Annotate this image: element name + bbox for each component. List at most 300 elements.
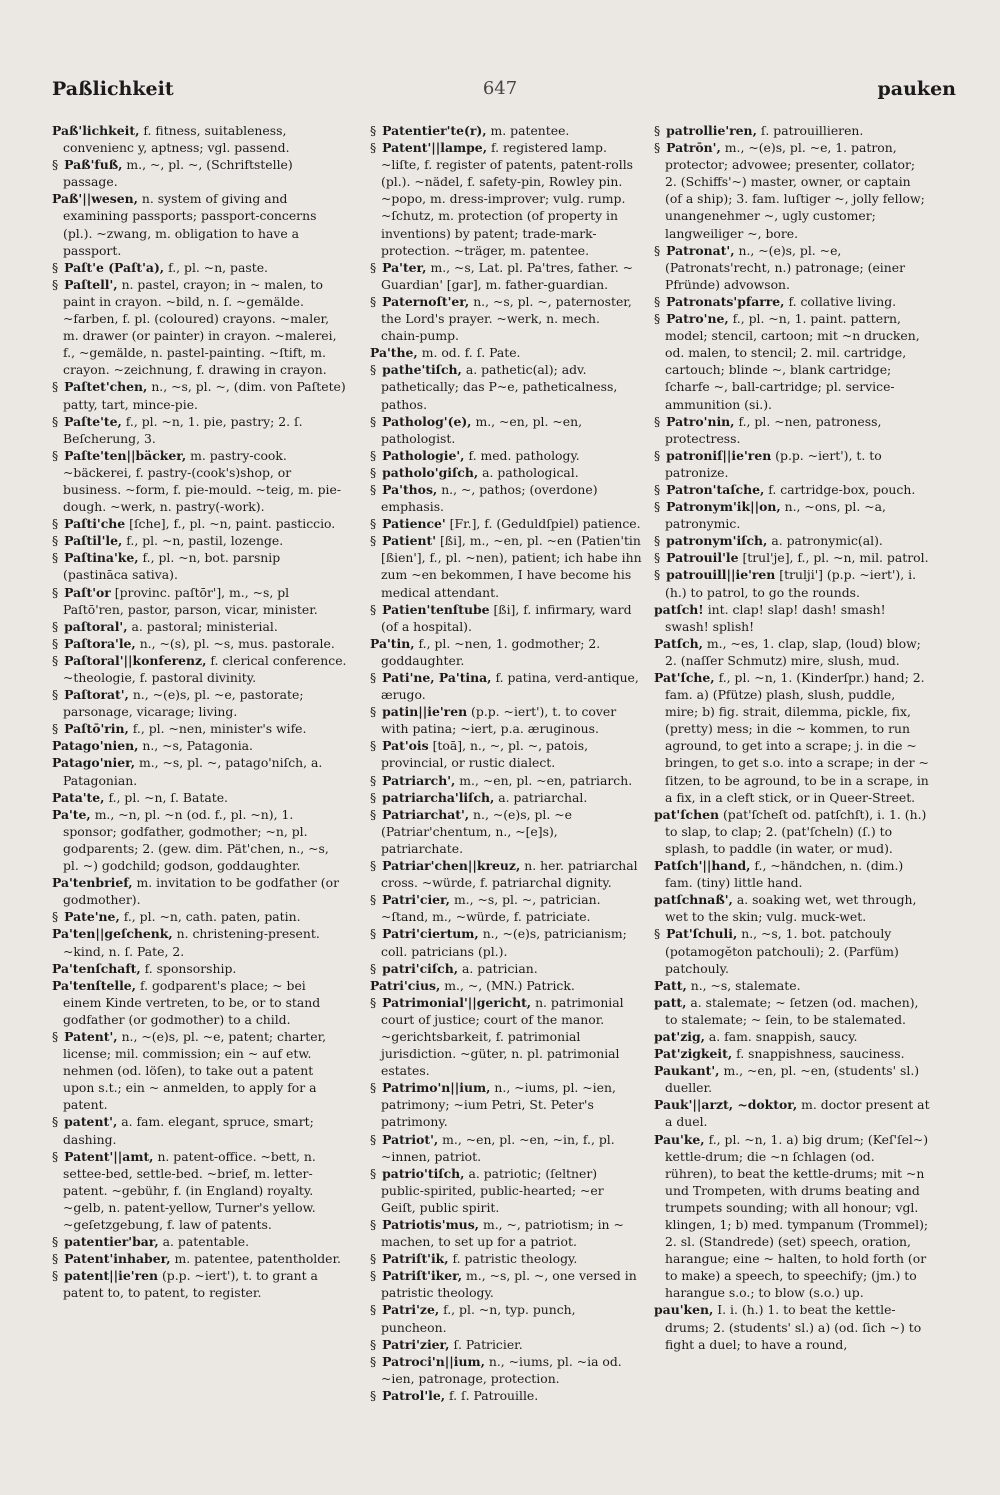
- dictionary-entry: [654, 481, 930, 498]
- section-mark: §: [370, 994, 381, 1010]
- dictionary-entry: [370, 1165, 642, 1216]
- dictionary-entry: [654, 635, 930, 669]
- section-mark: §: [370, 772, 381, 788]
- headword: Patri'cier,: [382, 892, 450, 908]
- definition: n., ~s, 1. bot. patchouly (potamogĕton patchouli); 2. (Parfüm) patchouly.: [665, 926, 899, 976]
- headword: patſch!: [654, 601, 704, 617]
- headword: Patro'nin,: [666, 413, 735, 429]
- section-mark: §: [654, 447, 665, 463]
- section-mark: §: [370, 1165, 381, 1181]
- definition: n., ~ons, pl. ~a, patronymic.: [665, 499, 886, 532]
- section-mark: §: [370, 259, 381, 275]
- headword: Paſtina'ke,: [64, 550, 139, 566]
- headword: Patent'||lampe,: [382, 140, 488, 156]
- dictionary-entry: [52, 977, 348, 1028]
- dictionary-entry: [370, 464, 642, 481]
- headword: Patriſt'iker,: [382, 1268, 463, 1284]
- definition: n., ~s, Patagonia.: [142, 738, 253, 754]
- headword: pat'zig,: [654, 1028, 705, 1044]
- dictionary-entry: [654, 994, 930, 1028]
- dictionary-entry: [52, 1267, 348, 1301]
- dictionary-entry: [654, 293, 930, 310]
- section-mark: §: [370, 858, 381, 874]
- dictionary-entry: [52, 122, 348, 156]
- dictionary-entry: [654, 669, 930, 806]
- headword: Patroci'n||ium,: [382, 1353, 485, 1369]
- headword: Patago'nien,: [52, 738, 139, 754]
- dictionary-entry: [654, 310, 930, 413]
- dictionary-entry: [654, 1301, 930, 1352]
- headword: Patriarchat',: [382, 806, 470, 822]
- headword: Pate'ne,: [64, 909, 120, 925]
- headword: Pauk'||arzt, ~doktor,: [654, 1097, 798, 1113]
- definition: (p.p. ~iert'), t. to patronize.: [665, 447, 882, 480]
- dictionary-entry: [370, 413, 642, 447]
- definition: n. patrimonial court of justice; court of the manor. ~gerichtsbarkeit, f. patrimonial jurisdiction. ~güter, n. pl. patrimonial estates.: [381, 994, 624, 1079]
- headword: Pat'ois: [382, 738, 429, 754]
- headword: Patago'nier,: [52, 755, 136, 771]
- section-mark: §: [654, 550, 665, 566]
- dictionary-entry: [370, 1353, 642, 1387]
- definition: n., ~s, pl. ~, (dim. von Paſtete) patty, tart, mince-pie.: [63, 379, 346, 412]
- definition: f., pl. ~n, paste.: [168, 259, 268, 275]
- headword: Patri'ciertum,: [382, 926, 479, 942]
- section-mark: §: [52, 276, 63, 292]
- section-mark: §: [654, 533, 665, 549]
- section-mark: §: [370, 806, 381, 822]
- section-mark: §: [370, 447, 381, 463]
- dictionary-entry: [654, 857, 930, 891]
- definition: f., pl. ~nen, minister's wife.: [132, 721, 307, 737]
- section-mark: §: [370, 926, 381, 942]
- definition: [ſche], f., pl. ~n, paint. pasticcio.: [129, 516, 336, 532]
- section-mark: §: [52, 909, 63, 925]
- dictionary-entry: [52, 515, 348, 532]
- dictionary-entry: [52, 276, 348, 379]
- definition: n., ~s, stalemate.: [690, 977, 801, 993]
- section-mark: §: [52, 1251, 63, 1267]
- section-mark: §: [370, 413, 381, 429]
- dictionary-entry: [52, 1113, 348, 1147]
- definition: n., ~(e)s, pl. ~e (Patriar'chentum, n., ~[e]s), patriarchate.: [381, 806, 572, 856]
- headword: Pa'ter,: [382, 259, 427, 275]
- dictionary-entry: [370, 635, 642, 669]
- definition: n., ~s, pl. ~, paternoster, the Lord's prayer. ~werk, n. mech. chain-pump.: [381, 293, 632, 344]
- definition: n. her. patriarchal cross. ~würde, f. patriarchal dignity.: [381, 858, 638, 891]
- dictionary-entry: [370, 857, 642, 891]
- definition: a. pathetic(al); adv. pathetically; das P~e, patheticalness, pathos.: [381, 362, 618, 412]
- definition: n., ~iums, pl. ~ia od. ~ien, patronage, protection.: [381, 1353, 622, 1386]
- definition: f. med. pathology.: [468, 447, 580, 463]
- section-mark: §: [370, 1131, 381, 1147]
- section-mark: §: [370, 1217, 381, 1232]
- dictionary-entry: [654, 1096, 930, 1130]
- headword: Paſtet'chen,: [64, 379, 148, 395]
- dictionary-entry: [52, 1233, 348, 1250]
- section-mark: §: [52, 687, 63, 703]
- definition: [trulji'] (p.p. ~iert'), i. (h.) to patrol, to go the rounds.: [665, 567, 917, 600]
- headword: Paß'lichkeit,: [52, 123, 140, 138]
- column-1: [52, 122, 348, 1301]
- section-mark: §: [654, 499, 665, 515]
- headword: Patriarch',: [382, 772, 456, 788]
- dictionary-entry: [370, 789, 642, 806]
- definition: m., ~, (MN.) Patrick.: [444, 977, 575, 993]
- definition: a. fam. elegant, spruce, smart; dashing.: [63, 1114, 314, 1147]
- headword: Patrimo'n||ium,: [382, 1080, 491, 1096]
- definition: f., pl. ~n, 1. (Kinderſpr.) hand; 2. fam. a) (Pfütze) plash, slush, puddle, mire; b) fig. strait, dilemma, pickle, fix, (pretty) mess; in die ~ kommen, to run aground, to get into a scrape; j. in die ~ bringen, to get s.o. into a scrape; in der ~ ſitzen, to be aground, to be in a scrape, in a fix, in a cleft stick, or in Queer-Street.: [665, 670, 929, 805]
- definition: m. patentee, patentholder.: [174, 1251, 342, 1267]
- dictionary-entry: [654, 447, 930, 481]
- section-mark: §: [370, 464, 381, 480]
- dictionary-entry: [52, 447, 348, 515]
- headword: patſchnaß',: [654, 892, 733, 908]
- section-mark: §: [52, 1148, 63, 1164]
- dictionary-entry: [370, 1301, 642, 1335]
- header-right-guideword: pauken: [877, 78, 956, 100]
- headword: patin||ie'ren: [382, 704, 468, 720]
- headword: Paſtorat',: [64, 687, 129, 703]
- headword: Patient': [382, 533, 436, 549]
- headword: Patt,: [654, 977, 687, 993]
- headword: Pa'te,: [52, 806, 91, 822]
- definition: m., ~s, pl. ~, patago'niſch, a. Patagonian.: [63, 755, 323, 788]
- definition: ſ. patrouillieren.: [760, 123, 864, 138]
- definition: f., pl. ~n, pastil, lozenge.: [126, 533, 284, 549]
- definition: a. pastoral; ministerial.: [131, 618, 278, 634]
- headword: Paſte'ten||bäcker,: [64, 447, 187, 463]
- headword: paſtoral',: [64, 618, 128, 634]
- dictionary-entry: [52, 874, 348, 908]
- headword: patent||ie'ren: [64, 1268, 158, 1284]
- headword: patent',: [64, 1114, 118, 1130]
- headword: Pata'te,: [52, 789, 105, 805]
- dictionary-entry: [370, 891, 642, 925]
- headword: Pat'ſchuli,: [666, 926, 738, 942]
- definition: m., ~, pl. ~, (Schriftstelle) passage.: [63, 157, 293, 190]
- dictionary-entry: [52, 806, 348, 874]
- headword: patri'ciſch,: [382, 960, 459, 976]
- dictionary-entry: [370, 1216, 642, 1250]
- dictionary-entry: [370, 447, 642, 464]
- headword: Paſtil'le,: [64, 533, 123, 549]
- dictionary-entry: [654, 925, 930, 976]
- definition: [Fr.], f. (Geduldſpiel) patience.: [449, 516, 641, 532]
- headword: Patri'zier,: [382, 1336, 450, 1352]
- definition: f., pl. ~nen, patroness, protectress.: [665, 413, 882, 446]
- headword: Paſtell',: [64, 276, 118, 292]
- section-mark: §: [370, 516, 381, 532]
- headword: Patſch,: [654, 635, 703, 651]
- section-mark: §: [370, 1268, 381, 1284]
- definition: f., pl. ~n, 1. paint. pattern, model; stencil, cartoon; mit ~n drucken, od. malen, to stencil; 2. mil. cartridge, cartouch; blinde ~, blank cartridge; ſcharfe ~, ball-cartridge; pl. service-ammunition (si.).: [665, 311, 920, 412]
- definition: f., pl. ~nen, 1. godmother; 2. goddaughter.: [381, 635, 601, 668]
- headword: Pau'ke,: [654, 1131, 705, 1147]
- dictionary-entry: [370, 1250, 642, 1267]
- definition: f., pl. ~n, 1. a) big drum; (Keſ'ſel~) kettle-drum; die ~n ſchlagen (od. rühren), to beat the kettle-drums; mit ~n und Trompeten, with drums beating and trumpets sounding; with all honour; vgl. klingen, 1; b) med. tympanum (Trommel); 2. sl. (Standrede) (set) speech, oration, harangue; eine ~ halten, to hold forth (or to make) a speech, to speechify; (jm.) to harangue s.o.; to blow (s.o.) up.: [665, 1131, 929, 1301]
- dictionary-entry: [370, 1387, 642, 1404]
- headword: Patience': [382, 516, 446, 532]
- headword: pat'ſchen: [654, 806, 719, 822]
- headword: Pa'tenſchaft,: [52, 960, 141, 976]
- dictionary-entry: [654, 242, 930, 293]
- definition: m. od. f. ſ. Pate.: [421, 345, 521, 361]
- dictionary-entry: [370, 481, 642, 515]
- headword: Pati'ne, Pa'tina,: [382, 670, 492, 685]
- section-mark: §: [370, 601, 381, 617]
- definition: m., ~n, pl. ~n (od. f., pl. ~n), 1. sponsor; godfather, godmother; ~n, pl. godparents; 2. (gew. dim. Pät'chen, n., ~s, pl. ~) godchild; godson, goddaughter.: [63, 806, 329, 874]
- definition: f., pl. ~n, 1. pie, pastry; 2. ſ. Beſcherung, 3.: [63, 413, 303, 446]
- section-mark: §: [370, 670, 381, 685]
- dictionary-entry: [654, 532, 930, 549]
- headword: patronym'iſch,: [666, 533, 768, 549]
- section-mark: §: [370, 1080, 381, 1096]
- definition: n., ~, pathos; (overdone) emphasis.: [381, 481, 598, 515]
- definition: m., ~es, 1. clap, slap, (loud) blow; 2. (naſſer Schmutz) mire, slush, mud.: [665, 635, 921, 668]
- definition: m., ~s, Lat. pl. Pa'tres, father. ~ Guardian' [gar], m. father-guardian.: [381, 259, 634, 292]
- definition: m., ~en, pl. ~en, patriarch.: [459, 772, 633, 788]
- definition: n., ~iums, pl. ~ien, patrimony; ~ium Petri, St. Peter's patrimony.: [381, 1080, 616, 1130]
- headword: Patriar'chen||kreuz,: [382, 858, 521, 874]
- section-mark: §: [654, 413, 665, 429]
- dictionary-entry: [52, 754, 348, 788]
- headword: patriarcha'liſch,: [382, 789, 495, 805]
- definition: [ßi], m., ~en, pl. ~en (Patien'tin [ßien'], f., pl. ~nen), patient; ich habe ihn zum ~en bekommen, I have become his medical attendant.: [381, 533, 642, 600]
- dictionary-entry: [370, 925, 642, 959]
- section-mark: §: [654, 481, 665, 497]
- dictionary-entry: [370, 361, 642, 412]
- dictionary-entry: [370, 737, 642, 771]
- headword: Paſtoral'||konferenz,: [64, 652, 207, 668]
- dictionary-entry: [52, 259, 348, 276]
- section-mark: §: [654, 311, 665, 327]
- dictionary-entry: [370, 1131, 642, 1165]
- dictionary-entry: [370, 601, 642, 635]
- headword: Patriot',: [382, 1131, 439, 1147]
- dictionary-entry: [654, 891, 930, 925]
- headword: Paß'fuß,: [64, 157, 123, 173]
- column-3: [654, 122, 930, 1353]
- headword: Patien'tenſtube: [382, 601, 490, 617]
- headword: Pa'tin,: [370, 635, 415, 651]
- definition: f. fitness, suitableness, convenienc y, aptness; vgl. passend.: [63, 123, 290, 156]
- headword: pau'ken,: [654, 1302, 714, 1318]
- section-mark: §: [654, 242, 665, 258]
- dictionary-entry: [370, 960, 642, 977]
- dictionary-entry: [52, 413, 348, 447]
- headword: Pa'ten||geſchenk,: [52, 926, 173, 942]
- definition: m., ~en, pl. ~en, (students' sl.) dueller.: [665, 1063, 920, 1096]
- headword: Patentier'te(r),: [382, 123, 487, 138]
- headword: pathe'tiſch,: [382, 362, 462, 378]
- headword: Pa'tenbrief,: [52, 875, 133, 891]
- headword: Paukant',: [654, 1063, 720, 1079]
- headword: patrollie'ren,: [666, 123, 757, 138]
- section-mark: §: [370, 140, 381, 156]
- dictionary-entry: [654, 977, 930, 994]
- dictionary-entry: [370, 669, 642, 703]
- section-mark: §: [52, 379, 63, 395]
- headword: Patron'taſche,: [666, 481, 765, 497]
- definition: f., ~händchen, n. (dim.) fam. (tiny) little hand.: [665, 858, 904, 891]
- headword: Patriſt'ik,: [382, 1251, 449, 1267]
- dictionary-entry: [654, 413, 930, 447]
- headword: Patent',: [64, 1028, 118, 1044]
- header-left-guideword: Paßlichkeit: [52, 78, 174, 100]
- headword: Patrōn',: [666, 140, 721, 156]
- headword: Paſti'che: [64, 516, 126, 532]
- dictionary-entry: [52, 686, 348, 720]
- section-mark: §: [370, 1353, 381, 1369]
- dictionary-entry: [52, 532, 348, 549]
- section-mark: §: [370, 362, 381, 378]
- section-mark: §: [52, 533, 63, 549]
- definition: f., pl. ~n, ſ. Batate.: [108, 789, 228, 805]
- dictionary-entry: [370, 259, 642, 293]
- section-mark: §: [52, 447, 63, 463]
- definition: a. patentable.: [162, 1234, 250, 1250]
- headword: Paſt'e (Paſt'a),: [64, 259, 165, 275]
- dictionary-entry: [52, 1250, 348, 1267]
- definition: a. patriotic; (ſeltner) public-spirited, public-hearted; ~er Geiſt, public spirit.: [381, 1165, 604, 1215]
- dictionary-entry: [654, 566, 930, 600]
- headword: Paſtō'rin,: [64, 721, 129, 737]
- definition: m. doctor present at a duel.: [665, 1097, 930, 1130]
- dictionary-entry: [370, 772, 642, 789]
- page-number: 647: [482, 78, 518, 99]
- section-mark: §: [52, 1028, 63, 1044]
- dictionary-entry: [370, 532, 642, 600]
- headword: Paternoſt'er,: [382, 293, 470, 309]
- definition: f. sponsorship.: [144, 960, 237, 976]
- definition: m., ~s, pl. ~, one versed in patristic theology.: [381, 1268, 637, 1301]
- section-mark: §: [370, 481, 381, 497]
- headword: Patriotis'mus,: [382, 1217, 479, 1232]
- dictionary-entry: [52, 1148, 348, 1233]
- headword: Patrol'le,: [382, 1387, 446, 1403]
- headword: patrouill||ie'ren: [666, 567, 776, 583]
- definition: ſ. Patricier.: [453, 1336, 523, 1352]
- definition: [toā], n., ~, pl. ~, patois, provincial, or rustic dialect.: [381, 738, 589, 771]
- headword: Paſt'or: [64, 584, 111, 600]
- section-mark: §: [654, 926, 665, 942]
- definition: [ßi], f. infirmary, ward (of a hospital).: [381, 601, 632, 634]
- dictionary-entry: [52, 789, 348, 806]
- definition: int. clap! slap! dash! smash! swash! splish!: [665, 601, 886, 634]
- dictionary-entry: [370, 139, 642, 259]
- definition: f. patina, verd-antique, ærugo.: [381, 670, 639, 703]
- headword: Patent'inhaber,: [64, 1251, 171, 1267]
- definition: [provinc. paſtōr'], m., ~s, pl Paſtō'ren, pastor, parson, vicar, minister.: [63, 584, 318, 617]
- definition: n., ~(e)s, pl. ~e, pastorate; parsonage, vicarage; living.: [63, 687, 304, 720]
- dictionary-entry: [370, 344, 642, 361]
- section-mark: §: [52, 635, 63, 651]
- definition: m., ~(e)s, pl. ~e, 1. patron, protector; advowee; presenter, collator; 2. (Schiffs'~) master, owner, or captain (of a ship); 3. fam. luſtiger ~, jolly fellow; unangenehmer ~, ugly customer; langweiliger ~, bore.: [665, 140, 925, 241]
- section-mark: §: [370, 123, 381, 138]
- headword: Pa'thos,: [382, 481, 438, 497]
- section-mark: §: [52, 721, 63, 737]
- dictionary-entry: [52, 652, 348, 686]
- definition: n., ~(e)s, pl. ~e, patent; charter, license; mil. commission; ein ~ auf etw. nehmen (od. löſen), to take out a patent upon s.t.; ein ~ anmelden, to apply for a patent.: [63, 1028, 327, 1113]
- definition: a. patriarchal.: [498, 789, 588, 805]
- definition: [trul'je], f., pl. ~n, mil. patrol.: [742, 550, 929, 566]
- dictionary-entry: [52, 925, 348, 959]
- definition: (p.p. ~iert'), t. to grant a patent to, to patent, to register.: [63, 1268, 318, 1301]
- section-mark: §: [370, 789, 381, 805]
- headword: Patrouil'le: [666, 550, 739, 566]
- definition: f. ſ. Patrouille.: [449, 1387, 539, 1403]
- headword: Patronats'pfarre,: [666, 293, 785, 309]
- headword: patentier'bar,: [64, 1234, 159, 1250]
- dictionary-entry: [370, 515, 642, 532]
- section-mark: §: [52, 1268, 63, 1284]
- dictionary-entry: [654, 1131, 930, 1302]
- definition: n., ~(e)s, pl. ~e, (Patronats'recht, n.) patronage; (einer Pfründe) advowson.: [665, 242, 905, 292]
- dictionary-entry: [654, 498, 930, 532]
- definition: a. soaking wet, wet through, wet to the skin; vulg. muck-wet.: [665, 892, 917, 925]
- section-mark: §: [654, 140, 665, 156]
- dictionary-entry: [370, 1079, 642, 1130]
- section-mark: §: [370, 1387, 381, 1403]
- definition: n. pastel, crayon; in ~ malen, to paint in crayon. ~bild, n. ſ. ~gemälde. ~farben, f. pl. (coloured) crayons. ~maler, m. drawer (or painter) in crayon. ~malerei, f., ~gemälde, n. pastel-painting. ~ſtift, m. crayon. ~zeichnung, f. drawing in crayon.: [63, 276, 337, 378]
- section-mark: §: [370, 960, 381, 976]
- headword: Pa'the,: [370, 345, 418, 361]
- definition: a. fam. snappish, saucy.: [708, 1028, 858, 1044]
- headword: Patri'ze,: [382, 1302, 440, 1318]
- dictionary-entry: [52, 720, 348, 737]
- headword: Pat'zigkeit,: [654, 1046, 733, 1062]
- headword: Pathologie',: [382, 447, 465, 463]
- section-mark: §: [52, 652, 63, 668]
- definition: f., pl. ~n, typ. punch, puncheon.: [381, 1302, 576, 1335]
- dictionary-entry: [52, 190, 348, 258]
- definition: a. patrician.: [462, 960, 538, 976]
- definition: f. snappishness, sauciness.: [736, 1046, 905, 1062]
- dictionary-entry: [370, 1267, 642, 1301]
- definition: n., ~(s), pl. ~s, mus. pastorale.: [139, 635, 335, 651]
- dictionary-entry: [654, 139, 930, 242]
- dictionary-entry: [654, 1062, 930, 1096]
- section-mark: §: [370, 1302, 381, 1318]
- section-mark: §: [654, 293, 665, 309]
- dictionary-entry: [370, 122, 642, 139]
- definition: n. christening-present. ~kind, n. ſ. Pate, 2.: [63, 926, 320, 959]
- headword: Pa'tenſtelle,: [52, 977, 136, 993]
- headword: Patri'cius,: [370, 977, 441, 993]
- headword: Paß'||wesen,: [52, 191, 138, 207]
- section-mark: §: [52, 413, 63, 429]
- section-mark: §: [52, 516, 63, 532]
- headword: Patent'||amt,: [64, 1148, 154, 1164]
- dictionary-entry: [52, 960, 348, 977]
- definition: n. system of giving and examining passports; passport-concerns (pl.). ~zwang, m. obligation to have a passport.: [63, 191, 317, 258]
- section-mark: §: [654, 123, 665, 138]
- definition: I. i. (h.) 1. to beat the kettle-drums; 2. (students' sl.) a) (od. ſich ~) to fight a duel; to have a round,: [665, 1302, 922, 1352]
- definition: f., pl. ~n, bot. parsnip (pastināca sativa).: [63, 550, 281, 583]
- dictionary-entry: [654, 1045, 930, 1062]
- section-mark: §: [370, 533, 381, 549]
- section-mark: §: [370, 738, 381, 754]
- dictionary-entry: [52, 635, 348, 652]
- dictionary-entry: [654, 601, 930, 635]
- section-mark: §: [654, 567, 665, 583]
- dictionary-entry: [52, 156, 348, 190]
- definition: a. stalemate; ~ ſetzen (od. machen), to stalemate; ~ ſein, to be stalemated.: [665, 994, 919, 1027]
- dictionary-entry: [52, 378, 348, 412]
- definition: m., ~s, pl. ~, patrician. ~ſtand, m., ~würde, f. patriciate.: [381, 892, 601, 925]
- section-mark: §: [52, 259, 63, 275]
- headword: Paſtora'le,: [64, 635, 136, 651]
